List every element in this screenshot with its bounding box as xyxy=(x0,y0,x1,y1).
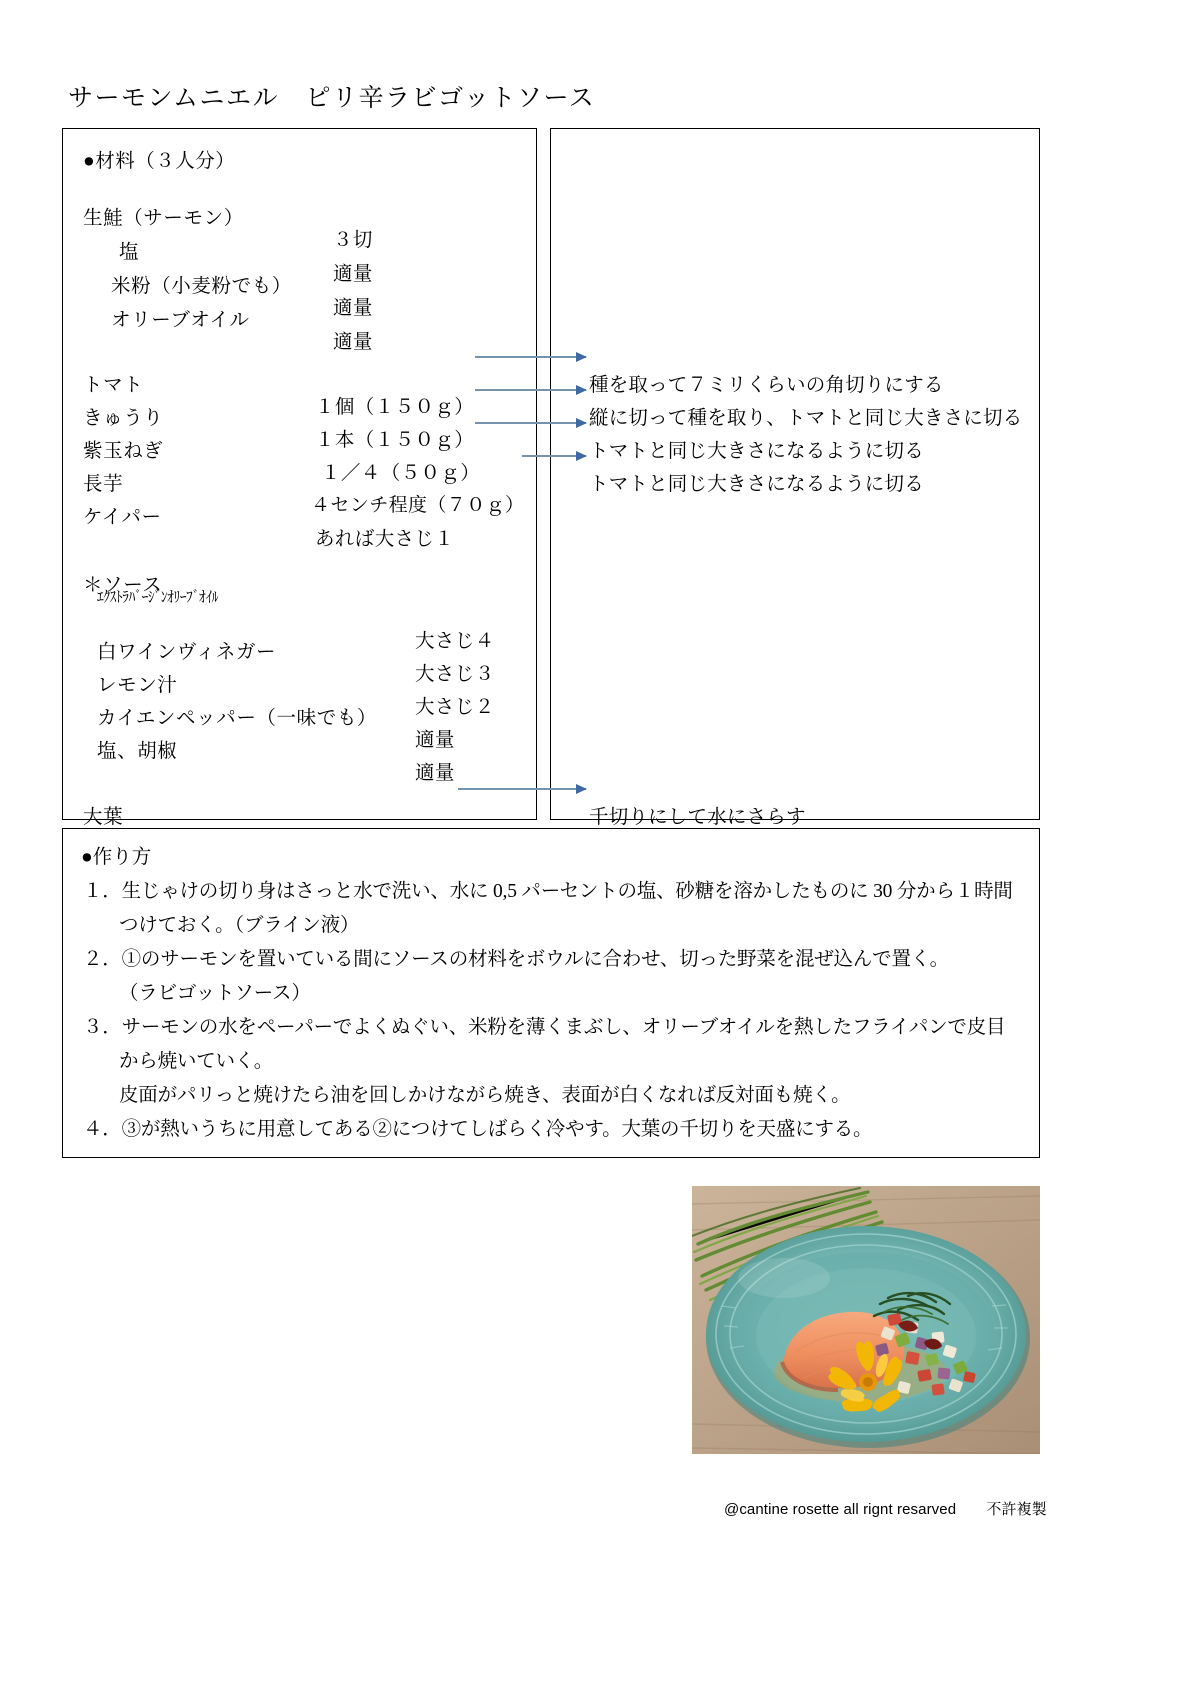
instruction-line: ３．サーモンの水をペーパーでよくぬぐい、米粉を薄くまぶし、オリーブオイルを熱したフライパンで皮目 xyxy=(83,1017,1006,1038)
ingredient-amount: １／４（５０ｇ） xyxy=(321,463,481,484)
ingredient-amount: 適量 xyxy=(333,298,373,319)
copyright-footer: @cantine rosette all rignt resarved 不許複製 xyxy=(724,1501,1047,1518)
ingredient-name: オリーブオイル xyxy=(111,310,250,331)
sauce-name: ｴｸｽﾄﾗﾊﾞｰｼﾞﾝｵﾘｰﾌﾞｵｲﾙ xyxy=(97,589,219,606)
ingredient-name: 長芋 xyxy=(83,474,124,495)
preparation-notes-box xyxy=(550,128,1040,828)
connector-arrow-onion xyxy=(475,422,586,424)
ingredient-name: 塩 xyxy=(119,242,140,263)
sauce-row xyxy=(63,647,536,718)
ingredient-amount: ４センチ程度（７０ｇ） xyxy=(311,495,525,516)
sauce-row xyxy=(63,614,536,685)
instruction-line: から焼いていく。 xyxy=(119,1051,274,1072)
ingredient-amount: 適量 xyxy=(333,332,373,353)
ingredient-name: 紫玉ねぎ xyxy=(83,441,164,462)
ingredient-row xyxy=(63,282,536,353)
top-section xyxy=(62,128,1040,828)
sauce-amount: 大さじ２ xyxy=(415,697,495,718)
instruction-line: １．生じゃけの切り身はさっと水で洗い、水に 0,5 パーセントの塩、砂糖を溶かしたものに 30 分から１時間 xyxy=(83,881,1013,902)
garnish-name: 大葉 xyxy=(83,807,124,828)
instructions-heading: ●作り方 xyxy=(81,847,152,868)
ingredient-name: きゅうり xyxy=(83,408,164,429)
ingredient-row xyxy=(63,479,536,550)
note-text: 縦に切って種を取り、トマトと同じ大きさに切る xyxy=(589,408,1023,429)
ingredient-name: ケイパー xyxy=(83,507,162,528)
sauce-row xyxy=(63,713,536,784)
sauce-amount: 大さじ３ xyxy=(415,664,495,685)
instructions-box xyxy=(62,828,1040,1158)
ingredient-amount: あれば大さじ１ xyxy=(315,529,455,550)
ingredient-amount: 適量 xyxy=(333,264,373,285)
sauce-amount: 適量 xyxy=(415,730,455,751)
sauce-row xyxy=(63,581,536,652)
sauce-amount: 適量 xyxy=(415,763,455,784)
ingredient-row xyxy=(63,446,536,516)
ingredients-heading: ●材料（３人分） xyxy=(83,151,236,172)
connector-arrow-yam xyxy=(522,455,586,457)
sauce-name: レモン汁 xyxy=(97,675,178,696)
garnish-note-text: 千切りにして水にさらす xyxy=(589,807,806,828)
dish-photo xyxy=(692,1186,1040,1454)
ingredient-name: 米粉（小麦粉でも） xyxy=(111,276,292,297)
sauce-row xyxy=(63,680,536,751)
sauce-heading: ＊ソース xyxy=(83,575,163,596)
instruction-line: （ラビゴットソース） xyxy=(119,983,311,1004)
connector-arrow-cucumber xyxy=(475,389,586,391)
ingredient-amount: ３切 xyxy=(333,230,373,251)
connector-arrow-shiso xyxy=(458,788,586,790)
ingredient-row xyxy=(63,180,536,251)
instruction-line: つけておく。（ブライン液） xyxy=(119,915,360,936)
connector-arrow-tomato xyxy=(475,356,586,358)
ingredient-row xyxy=(63,347,536,418)
sauce-heading-row xyxy=(63,547,536,596)
garnish-row xyxy=(63,779,536,828)
ingredient-name: 生鮭（サーモン） xyxy=(83,208,244,229)
ingredient-amount: １本（１５０ｇ） xyxy=(315,430,475,451)
note-text: トマトと同じ大きさになるように切る xyxy=(589,441,924,462)
page-title: サーモンムニエル ピリ辛ラビゴットソース xyxy=(68,85,596,112)
sauce-amount: 大さじ４ xyxy=(415,631,495,652)
instruction-line: 皮面がパリっと焼けたら油を回しかけながら焼き、表面が白くなれば反対面も焼く。 xyxy=(119,1085,851,1106)
instruction-line: ２．①のサーモンを置いている間にソースの材料をボウルに合わせ、切った野菜を混ぜ込んで置く。 xyxy=(83,949,949,970)
sauce-name: カイエンペッパー（一味でも） xyxy=(97,708,378,729)
instruction-line: ４．③が熱いうちに用意してある②につけてしばらく冷やす。大葉の千切りを天盛にする。 xyxy=(83,1119,873,1140)
ingredient-name: トマト xyxy=(83,375,144,396)
ingredient-row xyxy=(63,413,536,484)
ingredient-amount: １個（１５０ｇ） xyxy=(315,397,475,418)
ingredient-row xyxy=(63,380,536,451)
ingredients-box xyxy=(62,128,537,828)
ingredient-row xyxy=(63,214,536,285)
sauce-name: 塩、胡椒 xyxy=(97,741,178,762)
sauce-name: 白ワインヴィネガー xyxy=(97,642,277,663)
note-text: 種を取って７ミリくらいの角切りにする xyxy=(589,375,944,396)
ingredient-row xyxy=(63,248,536,319)
note-text: トマトと同じ大きさになるように切る xyxy=(589,474,924,495)
